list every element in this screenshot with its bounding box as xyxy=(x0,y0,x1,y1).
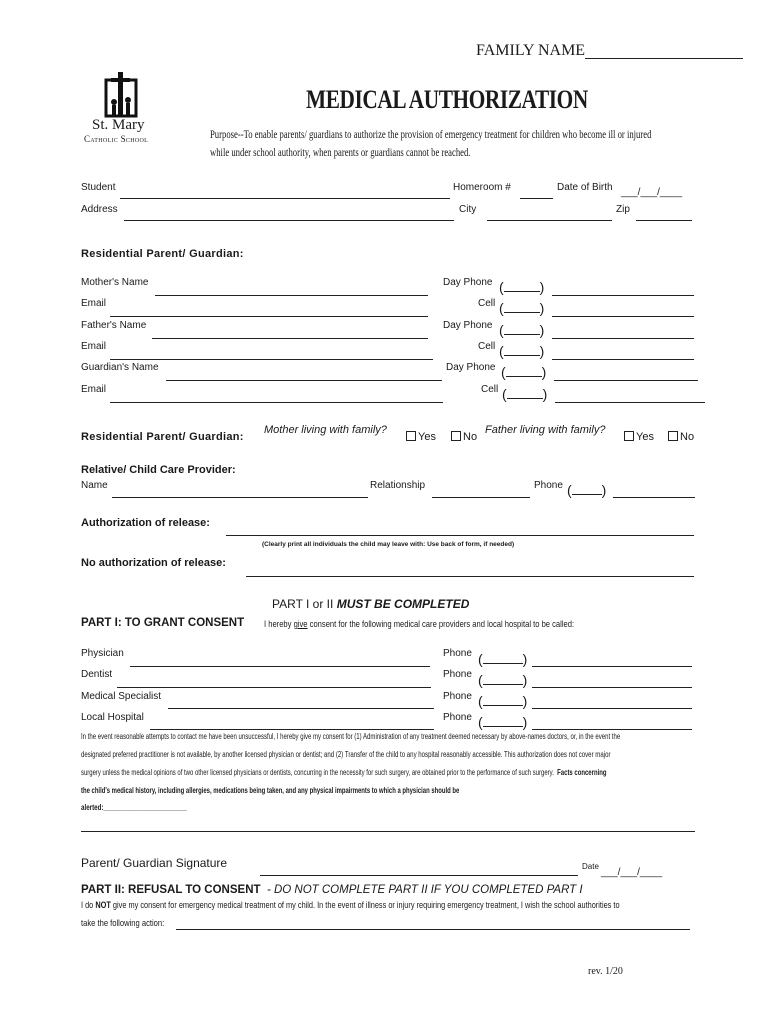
father-email-field[interactable] xyxy=(110,359,433,360)
checkbox-icon xyxy=(406,431,416,441)
mother-living-yes[interactable] xyxy=(406,431,436,443)
dentist-phone-label: Phone xyxy=(443,669,472,680)
guardian-cell-area[interactable]: ( ) xyxy=(502,386,548,402)
part1-intro-post: consent for the following medical care providers and local hospital to be called: xyxy=(309,619,575,630)
specialist-phone-field[interactable] xyxy=(532,708,692,709)
relative-name-field[interactable] xyxy=(112,497,368,498)
signature-label: Parent/ Guardian Signature xyxy=(81,856,228,870)
physician-phone-label: Phone xyxy=(443,648,472,659)
dentist-field[interactable] xyxy=(117,687,431,688)
specialist-label: Medical Specialist xyxy=(81,691,162,702)
purpose-line-2: while under school authority, when parents or guardians cannot be reached. xyxy=(210,145,471,159)
father-living-yes[interactable] xyxy=(624,431,654,443)
no-authorization-field[interactable] xyxy=(246,576,694,577)
mother-day-phone-area[interactable]: ( ) xyxy=(499,279,545,295)
medical-history-line[interactable] xyxy=(81,831,695,832)
mother-living-question: Mother living with family? xyxy=(264,424,387,436)
mother-cell-area[interactable]: ( ) xyxy=(499,300,545,316)
consent-paragraph-line-3b: Facts concerning xyxy=(557,768,607,777)
mother-living-yes-label: Yes xyxy=(418,431,436,443)
family-name-label: FAMILY NAME xyxy=(476,42,586,59)
mother-day-phone-label: Day Phone xyxy=(443,277,493,288)
relative-phone-area[interactable]: ( ) xyxy=(567,482,607,498)
physician-phone-area[interactable]: ( ) xyxy=(478,651,528,667)
father-living-no-label: No xyxy=(680,431,695,443)
zip-label: Zip xyxy=(616,204,630,215)
consent-paragraph-line-3a: surgery unless the medical opinions of two other licensed physicians or dentists, concurring in the necessity for such surgery, are obtained prior to the performance of such surgery. xyxy=(81,768,554,777)
relative-name-label: Name xyxy=(81,480,108,491)
relationship-label: Relationship xyxy=(370,480,426,491)
part1-intro-give: give xyxy=(293,619,308,630)
part2-line-1 xyxy=(81,900,620,911)
mother-living-no[interactable] xyxy=(451,431,477,443)
guardian-day-phone-field[interactable] xyxy=(554,380,698,381)
zip-field[interactable] xyxy=(636,220,692,221)
hospital-phone-area[interactable]: ( ) xyxy=(478,714,528,730)
mother-living-no-label: No xyxy=(463,431,478,443)
authorization-field[interactable] xyxy=(226,535,694,536)
hospital-phone-field[interactable] xyxy=(532,729,692,730)
signature-date-label: Date xyxy=(582,862,599,871)
father-cell-label: Cell xyxy=(478,341,496,352)
part-must-prefix: PART I or II xyxy=(272,597,334,611)
father-living-question: Father living with family? xyxy=(485,424,606,436)
father-cell-field[interactable] xyxy=(552,359,694,360)
guardian-day-phone-area[interactable]: ( ) xyxy=(501,364,547,380)
dentist-phone-area[interactable]: ( ) xyxy=(478,672,528,688)
part2-warning: - DO NOT COMPLETE PART II IF YOU COMPLETED PART I xyxy=(266,884,583,896)
city-label: City xyxy=(459,204,477,215)
part2-line-2: take the following action: xyxy=(81,918,165,929)
mother-email-label: Email xyxy=(81,298,107,309)
dentist-label: Dentist xyxy=(81,669,113,680)
guardian-email-field[interactable] xyxy=(110,402,443,403)
physician-phone-field[interactable] xyxy=(532,666,692,667)
authorization-label: Authorization of release: xyxy=(81,517,210,529)
logo-text-catholic: Catholic School xyxy=(84,134,149,144)
physician-label: Physician xyxy=(81,648,124,659)
mother-cell-label: Cell xyxy=(478,298,496,309)
guardian-name-field[interactable] xyxy=(166,380,442,381)
authorization-note: (Clearly print all individuals the child may leave with: Use back of form, if needed) xyxy=(262,541,515,548)
page-title: MEDICAL AUTHORIZATION xyxy=(306,85,588,114)
part1-intro xyxy=(264,619,574,630)
guardian-heading: Residential Parent/ Guardian: xyxy=(81,248,244,260)
homeroom-field[interactable] xyxy=(520,198,553,199)
consent-paragraph-line-3 xyxy=(81,768,607,777)
address-label: Address xyxy=(81,204,118,215)
hospital-label: Local Hospital xyxy=(81,712,144,723)
guardian-cell-label: Cell xyxy=(481,384,499,395)
homeroom-label: Homeroom # xyxy=(453,182,511,193)
no-authorization-label: No authorization of release: xyxy=(81,557,226,569)
part2-action-field[interactable] xyxy=(176,929,690,930)
medical-history-field[interactable]: alerted:________________________ xyxy=(81,803,187,812)
part2-heading: PART II: REFUSAL TO CONSENT xyxy=(81,884,261,896)
father-cell-area[interactable]: ( ) xyxy=(499,343,545,359)
father-name-field[interactable] xyxy=(152,338,428,339)
student-field[interactable] xyxy=(120,198,450,199)
specialist-field[interactable] xyxy=(168,708,434,709)
relative-heading: Relative/ Child Care Provider: xyxy=(81,464,236,476)
checkbox-icon xyxy=(668,431,678,441)
dob-label: Date of Birth xyxy=(557,182,613,193)
father-living-no[interactable] xyxy=(668,431,694,443)
guardian-cell-field[interactable] xyxy=(555,402,705,403)
part-must-suffix: MUST BE COMPLETED xyxy=(336,597,470,611)
mother-email-field[interactable] xyxy=(110,316,428,317)
part-must-complete xyxy=(272,597,469,611)
relative-phone-label: Phone xyxy=(534,480,563,491)
mother-name-field[interactable] xyxy=(155,295,428,296)
signature-field[interactable] xyxy=(260,875,578,876)
revision-label: rev. 1/20 xyxy=(588,966,623,977)
mother-cell-field[interactable] xyxy=(552,316,694,317)
signature-date-field[interactable]: ___/___/____ xyxy=(601,867,663,878)
father-day-phone-area[interactable]: ( ) xyxy=(499,322,545,338)
consent-paragraph-line-4: the child's medical history, including allergies, medications being taken, and any physical impairments to which a physician should be xyxy=(81,786,460,795)
consent-paragraph-line-1: In the event reasonable attempts to contact me have been unsuccessful, I hereby give my consent for (1) Administration of any treatment deemed necessary by above-names doctors, or, in the event the xyxy=(81,732,621,741)
part2-header xyxy=(81,884,583,896)
physician-field[interactable] xyxy=(130,666,430,667)
checkbox-icon xyxy=(451,431,461,441)
address-field[interactable] xyxy=(124,220,454,221)
student-label: Student xyxy=(81,182,116,193)
checkbox-icon xyxy=(624,431,634,441)
father-name-label: Father's Name xyxy=(81,320,147,331)
consent-paragraph-line-2: designated preferred practitioner is not available, by another licensed physician or dentist; and (2) Transfer of the child to any hospital reasonably accessible. This authorization does not cover major xyxy=(81,750,611,759)
family-name-field[interactable] xyxy=(585,58,743,59)
guardian-day-phone-label: Day Phone xyxy=(446,362,496,373)
dentist-phone-field[interactable] xyxy=(532,687,692,688)
mother-name-label: Mother's Name xyxy=(81,277,149,288)
guardian-email-label: Email xyxy=(81,384,107,395)
specialist-phone-label: Phone xyxy=(443,691,472,702)
part2-line-1-not: NOT xyxy=(95,900,111,911)
hospital-phone-label: Phone xyxy=(443,712,472,723)
mother-day-phone-field[interactable] xyxy=(552,295,694,296)
father-day-phone-label: Day Phone xyxy=(443,320,493,331)
living-heading: Residential Parent/ Guardian: xyxy=(81,431,244,443)
city-field[interactable] xyxy=(487,220,612,221)
dob-field[interactable]: ___/___/____ xyxy=(621,187,683,198)
specialist-phone-area[interactable]: ( ) xyxy=(478,693,528,709)
guardian-name-label: Guardian's Name xyxy=(81,362,159,373)
part2-line-1-pre: I do xyxy=(81,900,94,911)
hospital-field[interactable] xyxy=(150,729,434,730)
relative-phone-field[interactable] xyxy=(613,497,695,498)
father-living-yes-label: Yes xyxy=(636,431,654,443)
part1-intro-pre: I hereby xyxy=(264,619,292,630)
father-day-phone-field[interactable] xyxy=(552,338,694,339)
purpose-line-1: Purpose--To enable parents/ guardians to authorize the provision of emergency treatment for children who become ill or injured xyxy=(210,127,652,141)
part2-line-1-post: give my consent for emergency medical treatment of my child. In the event of illness or injury requiring emergency treatment, I wish the school authorities to xyxy=(112,900,620,911)
logo-text-school: St. Mary xyxy=(92,117,145,133)
part1-heading: PART I: TO GRANT CONSENT xyxy=(81,617,245,629)
father-email-label: Email xyxy=(81,341,107,352)
relationship-field[interactable] xyxy=(432,497,530,498)
